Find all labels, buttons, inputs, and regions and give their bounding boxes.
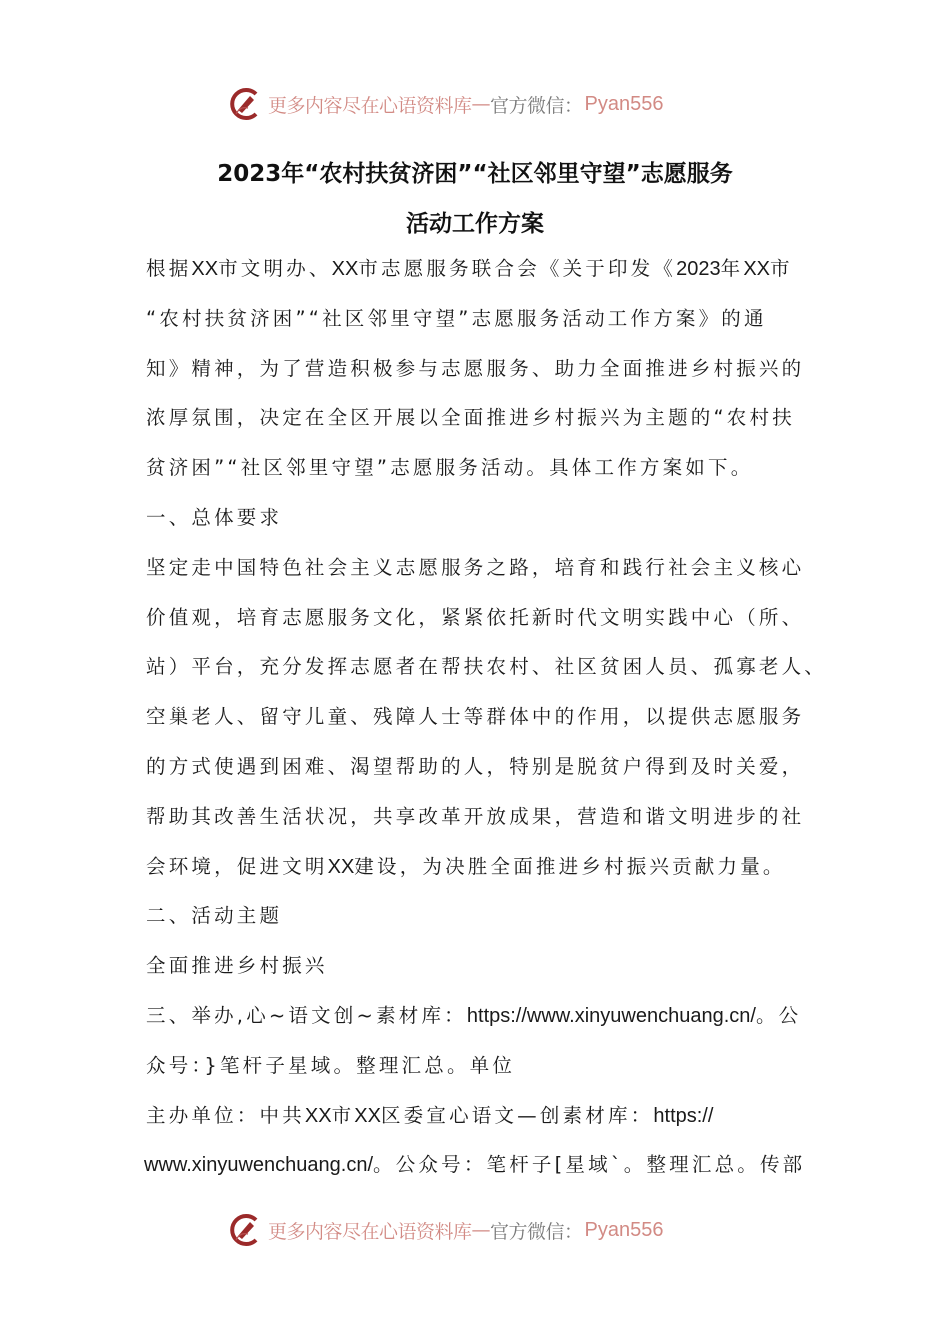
body-line: 帮助其改善生活状况，共享改革开放成果，营造和谐文明进步的社 <box>146 804 805 828</box>
banner-separator: — <box>471 93 491 115</box>
body-line: 主办单位：中共XX市XX区委宣心语文—创素材库：https:// <box>146 1103 714 1127</box>
watermark-banner-top <box>226 84 726 124</box>
watermark-banner-bottom <box>226 1210 726 1250</box>
banner-wechat-label: 官方微信： <box>490 94 583 117</box>
pen-logo-icon <box>226 86 262 122</box>
banner-wechat-id: Pyan556 <box>584 92 664 115</box>
banner-wechat-label: 官方微信： <box>490 1220 583 1243</box>
body-line: 会环境，促进文明XX建设，为决胜全面推进乡村振兴贡献力量。 <box>146 854 786 878</box>
section-heading-1: 一、总体要求 <box>146 506 283 529</box>
body-line: www.xinyuwenchuang.cn/。公众号：笔杆子[星域`。整理汇总。传部 <box>144 1153 806 1177</box>
body-line: 坚定走中国特色社会主义志愿服务之路，培育和践行社会主义核心 <box>146 555 805 579</box>
body-line: 全面推进乡村振兴 <box>146 954 328 978</box>
body-line: 的方式使遇到困难、渴望帮助的人，特别是脱贫户得到及时关爱， <box>146 755 805 778</box>
banner-promo-text: 更多内容尽在心语资料库 <box>268 94 472 117</box>
body-line: 贫济困”“社区邻里守望”志愿服务活动。具体工作方案如下。 <box>146 456 754 480</box>
body-line: 站）平台，充分发挥志愿者在帮扶农村、社区贫困人员、孤寡老人、 <box>146 655 828 679</box>
document-title-line-1: 2023年“农村扶贫济困”“社区邻里守望”志愿服务 <box>217 161 733 187</box>
pen-logo-icon <box>226 1212 262 1248</box>
body-line: “农村扶贫济困”“社区邻里守望”志愿服务活动工作方案》的通 <box>146 306 767 330</box>
body-line: 浓厚氛围，决定在全区开展以全面推进乡村振兴为主题的“农村扶 <box>146 406 795 430</box>
body-line: 知》精神，为了营造积极参与志愿服务、助力全面推进乡村振兴的 <box>146 356 805 380</box>
body-line: 价值观，培育志愿服务文化，紧紧依托新时代文明实践中心（所、 <box>146 605 805 629</box>
banner-separator: — <box>471 1219 491 1241</box>
body-line: 空巢老人、留守儿童、残障人士等群体中的作用，以提供志愿服务 <box>146 705 805 729</box>
section-heading-3: 三、举办,心~语文创~素材库：https://www.xinyuwenchuang.cn/。公 <box>146 1004 802 1027</box>
section-heading-2: 二、活动主题 <box>146 904 283 928</box>
banner-wechat-id: Pyan556 <box>584 1218 664 1241</box>
document-title-line-2: 活动工作方案 <box>406 211 544 237</box>
body-line: 众号：}笔杆子星域。整理汇总。单位 <box>146 1053 516 1077</box>
body-line: 根据XX市文明办、XX市志愿服务联合会《关于印发《2023年XX市 <box>146 257 793 280</box>
banner-promo-text: 更多内容尽在心语资料库 <box>268 1220 472 1243</box>
